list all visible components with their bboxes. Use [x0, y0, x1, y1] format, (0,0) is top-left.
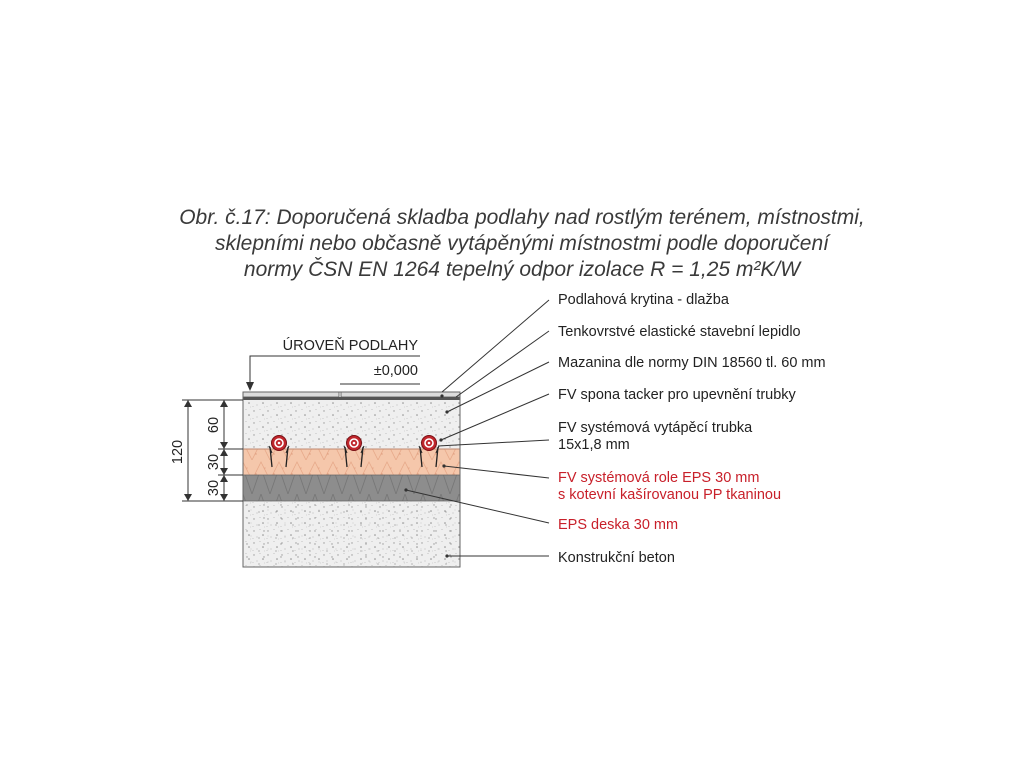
dim-arrow-icon: [184, 494, 192, 501]
dim-eps-board-value: 30: [206, 479, 222, 497]
figure-caption: [179, 206, 865, 281]
eps-board-layer: [243, 475, 460, 501]
caption-line-2: sklepními nebo občasně vytápěnými místnostmi podle doporučení: [214, 232, 830, 255]
caption-line-1: Obr. č.17: Doporučená skladba podlahy nad rostlým terénem, místnostmi,: [179, 206, 865, 229]
adhesive-layer: [243, 397, 460, 400]
layer-labels: [558, 292, 826, 566]
label-eps-roll-detail: s kotevní kašírovanou PP tkaninou: [558, 487, 782, 503]
label-concrete: Konstrukční beton: [558, 550, 675, 566]
leader-screed: [447, 362, 549, 412]
label-heating-pipe: FV systémová vytápěcí trubka: [558, 420, 753, 436]
caption-line-3: normy ČSN EN 1264 tepelný odpor izolace R = 1,25 m²K/W: [243, 258, 801, 281]
label-eps-board: EPS deska 30 mm: [558, 517, 679, 533]
cross-section: [243, 392, 460, 567]
leader-adhesive: [456, 331, 549, 397]
dim-eps-roll-value: 30: [206, 453, 222, 471]
floor-level-label: ÚROVEŇ PODLAHY: [282, 338, 418, 354]
floor-level-marker: [246, 337, 420, 391]
label-heating-pipe-size: 15x1,8 mm: [558, 437, 630, 453]
floor-level-arrow-icon: [246, 382, 254, 391]
label-eps-roll: FV systémová role EPS 30 mm: [558, 470, 760, 486]
leader-tile: [442, 300, 549, 392]
eps-roll-layer: [243, 449, 460, 475]
dim-arrow-icon: [184, 400, 192, 407]
label-tacker: FV spona tacker pro upevnění trubky: [558, 387, 796, 403]
label-adhesive: Tenkovrstvé elastické stavební lepidlo: [558, 324, 801, 340]
dim-screed-value: 60: [206, 416, 222, 434]
floor-level-value: ±0,000: [373, 363, 418, 379]
dim-total-value: 120: [170, 439, 186, 465]
label-screed: Mazanina dle normy DIN 18560 tl. 60 mm: [558, 355, 826, 371]
dimension-lines: [170, 400, 243, 501]
tile-left: [243, 392, 339, 397]
label-floor-covering: Podlahová krytina - dlažba: [558, 292, 729, 308]
